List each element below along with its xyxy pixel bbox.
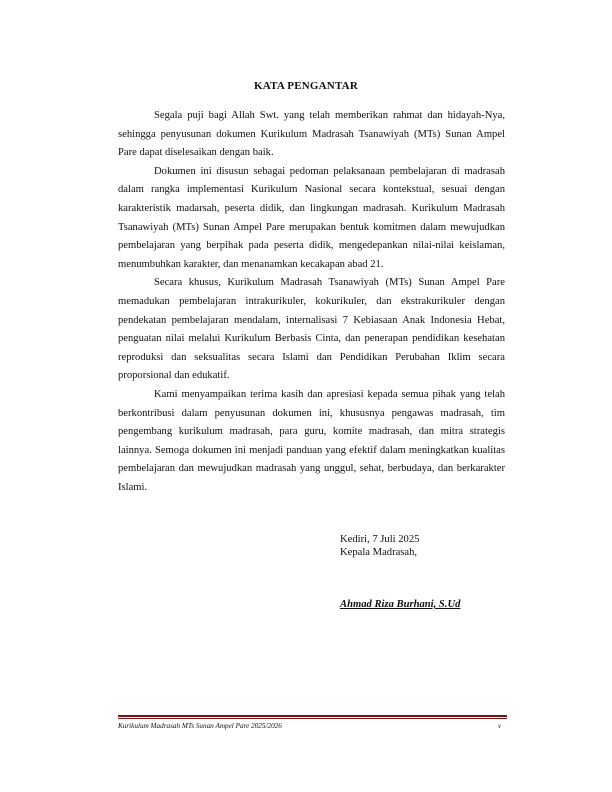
paragraph: Segala puji bagi Allah Swt. yang telah memberikan rahmat dan hidayah-Nya, sehingga penyusunan dokumen Kurikulum Madrasah Tsanawiyah (MTs) Sunan Ampel Pare dapat diselesaikan dengan baik. [118, 110, 505, 159]
document-body [118, 107, 505, 497]
footer-rule [118, 715, 507, 717]
signature-place-date: Kediri, 7 Juli 2025 [340, 534, 420, 545]
paragraph: Kami menyampaikan terima kasih dan apresiasi kepada semua pihak yang telah berkontribusi dalam penyusunan dokumen ini, khususnya pengawas madrasah, tim pengembang kurikulum madrasah, para guru, komite madrasah, dan mitra strategis lainnya. Semoga dokumen ini menjadi panduan yang efektif dalam meningkatkan kualitas pembelajaran dan mewujudkan madrasah yang unggul, sehat, berbudaya, dan berkarakter Islami. [118, 388, 505, 493]
page-title: KATA PENGANTAR [254, 80, 358, 92]
footer-text: Kurikulum Madrasah MTs Sunan Ampel Pare 2025/2026 [118, 722, 282, 730]
signature-position: Kepala Madrasah, [340, 547, 418, 558]
signature-block [340, 533, 419, 559]
footer-rule-thin [118, 718, 507, 719]
paragraph: Dokumen ini disusun sebagai pedoman pelaksanaan pembelajaran di madrasah dalam rangka implementasi Kurikulum Nasional secara kontekstual, sesuai dengan karakteristik madarsah, peserta didik, dan lingkungan madrasah. Kurikulum Madrasah Tsanawiyah (MTs) Sunan Ampel Pare merupakan bentuk komitmen dalam mewujudkan pembelajaran yang berpihak pada peserta didik, mengedepankan nilai-nilai keislaman, menumbuhkan karakter, dan menanamkan kecakapan abad 21. [118, 165, 505, 270]
paragraph: Secara khusus, Kurikulum Madrasah Tsanawiyah (MTs) Sunan Ampel Pare memadukan pembelajaran intrakurikuler, kokurikuler, dan ekstrakurikuler dengan pendekatan pembelajaran mendalam, internalisasi 7 Kebiasaan Anak Indonesia Hebat, penguatan nilai melalui Kurikulum Berbasis Cinta, dan penerapan pendidikan kesehatan reproduksi dan seksualitas secara Islami dan Pendidikan Perubahan Iklim secara proporsional dan edukatif. [118, 277, 505, 382]
signatory-name: Ahmad Riza Burhani, S.Ud [340, 599, 461, 610]
page-number: v [498, 722, 502, 730]
